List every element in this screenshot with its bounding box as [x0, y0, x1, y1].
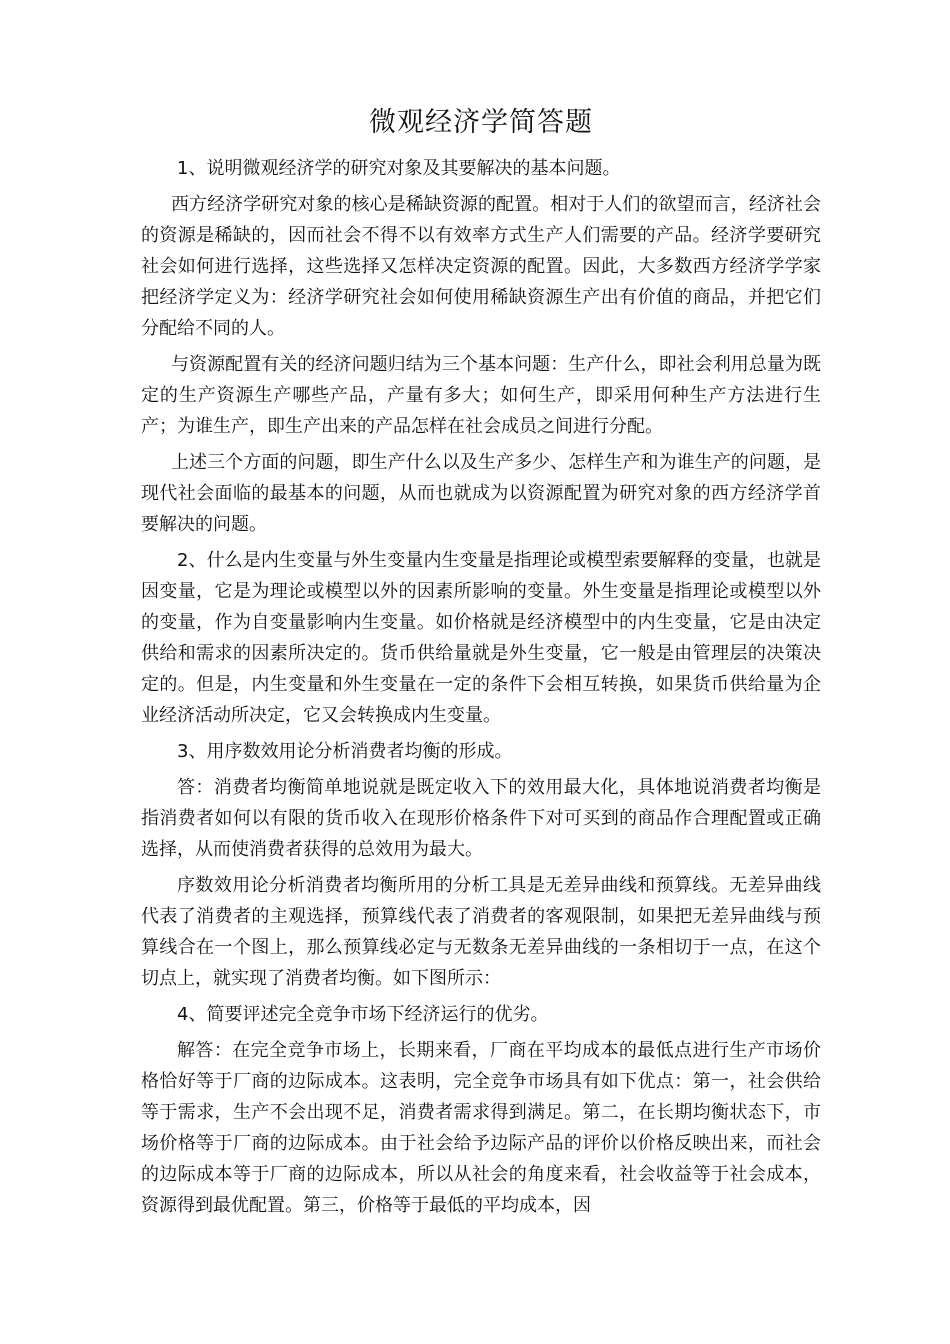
answer-3-paragraph-1: 答：消费者均衡简单地说就是既定收入下的效用最大化，具体地说消费者均衡是指消费者如何以有限的货币收入在现形价格条件下对可买到的商品作合理配置或正确选择，从而使消费者获得的总效用为最大。 — [141, 777, 821, 860]
question-4: 4、简要评述完全竞争市场下经济运行的优劣。 — [177, 1004, 549, 1025]
document-page — [141, 100, 821, 1226]
answer-4-paragraph-1: 解答：在完全竞争市场上，长期来看，厂商在平均成本的最低点进行生产市场价格恰好等于厂商的边际成本。这表明，完全竞争市场具有如下优点：第一，社会供给等于需求，生产不会出现不足，消费者需求得到满足。第二，在长期均衡状态下，市场价格等于厂商的边际成本。由于社会给予边际产品的评价以价格反映出来，而社会的边际成本等于厂商的边际成本，所以从社会的角度来看，社会收益等于社会成本，资源得到最优配置。第三，价格等于最低的平均成本，因 — [141, 1040, 821, 1216]
question-2: 2、什么是内生变量与外生变量内生变量是指理论或模型索要解释的变量，也就是因变量，它是为理论或模型以外的因素所影响的变量。外生变量是指理论或模型以外的变量，作为自变量影响内生变量。如价格就是经济模型中的内生变量，它是由决定供给和需求的因素所决定的。货币供给量就是外生变量，它一般是由管理层的决策决定的。但是，内生变量和外生变量在一定的条件下会相互转换，如果货币供给量为企业经济活动所决定，它又会转换成内生变量。 — [141, 550, 821, 726]
answer-1-paragraph-1: 西方经济学研究对象的核心是稀缺资源的配置。相对于人们的欲望而言，经济社会的资源是稀缺的，因而社会不得不以有效率方式生产人们需要的产品。经济学要研究社会如何进行选择，这些选择又怎样决定资源的配置。因此，大多数西方经济学学家把经济学定义为：经济学研究社会如何使用稀缺资源生产出有价值的商品，并把它们分配给不同的人。 — [141, 194, 821, 339]
question-1: 1、说明微观经济学的研究对象及其要解决的基本问题。 — [177, 158, 621, 179]
answer-1-paragraph-3: 上述三个方面的问题，即生产什么以及生产多少、怎样生产和为谁生产的问题，是现代社会面临的最基本的问题，从而也就成为以资源配置为研究对象的西方经济学首要解决的问题。 — [141, 452, 821, 535]
document-title: 微观经济学简答题 — [369, 107, 593, 138]
question-3: 3、用序数效用论分析消费者均衡的形成。 — [177, 741, 513, 762]
answer-1-paragraph-2: 与资源配置有关的经济问题归结为三个基本问题：生产什么，即社会利用总量为既定的生产资源生产哪些产品，产量有多大；如何生产，即采用何种生产方法进行生产；为谁生产，即生产出来的产品怎样在社会成员之间进行分配。 — [141, 354, 821, 437]
answer-3-paragraph-2: 序数效用论分析消费者均衡所用的分析工具是无差异曲线和预算线。无差异曲线代表了消费者的主观选择，预算线代表了消费者的客观限制，如果把无差异曲线与预算线合在一个图上，那么预算线必定与无数条无差异曲线的一条相切于一点，在这个切点上，就实现了消费者均衡。如下图所示： — [141, 875, 821, 989]
